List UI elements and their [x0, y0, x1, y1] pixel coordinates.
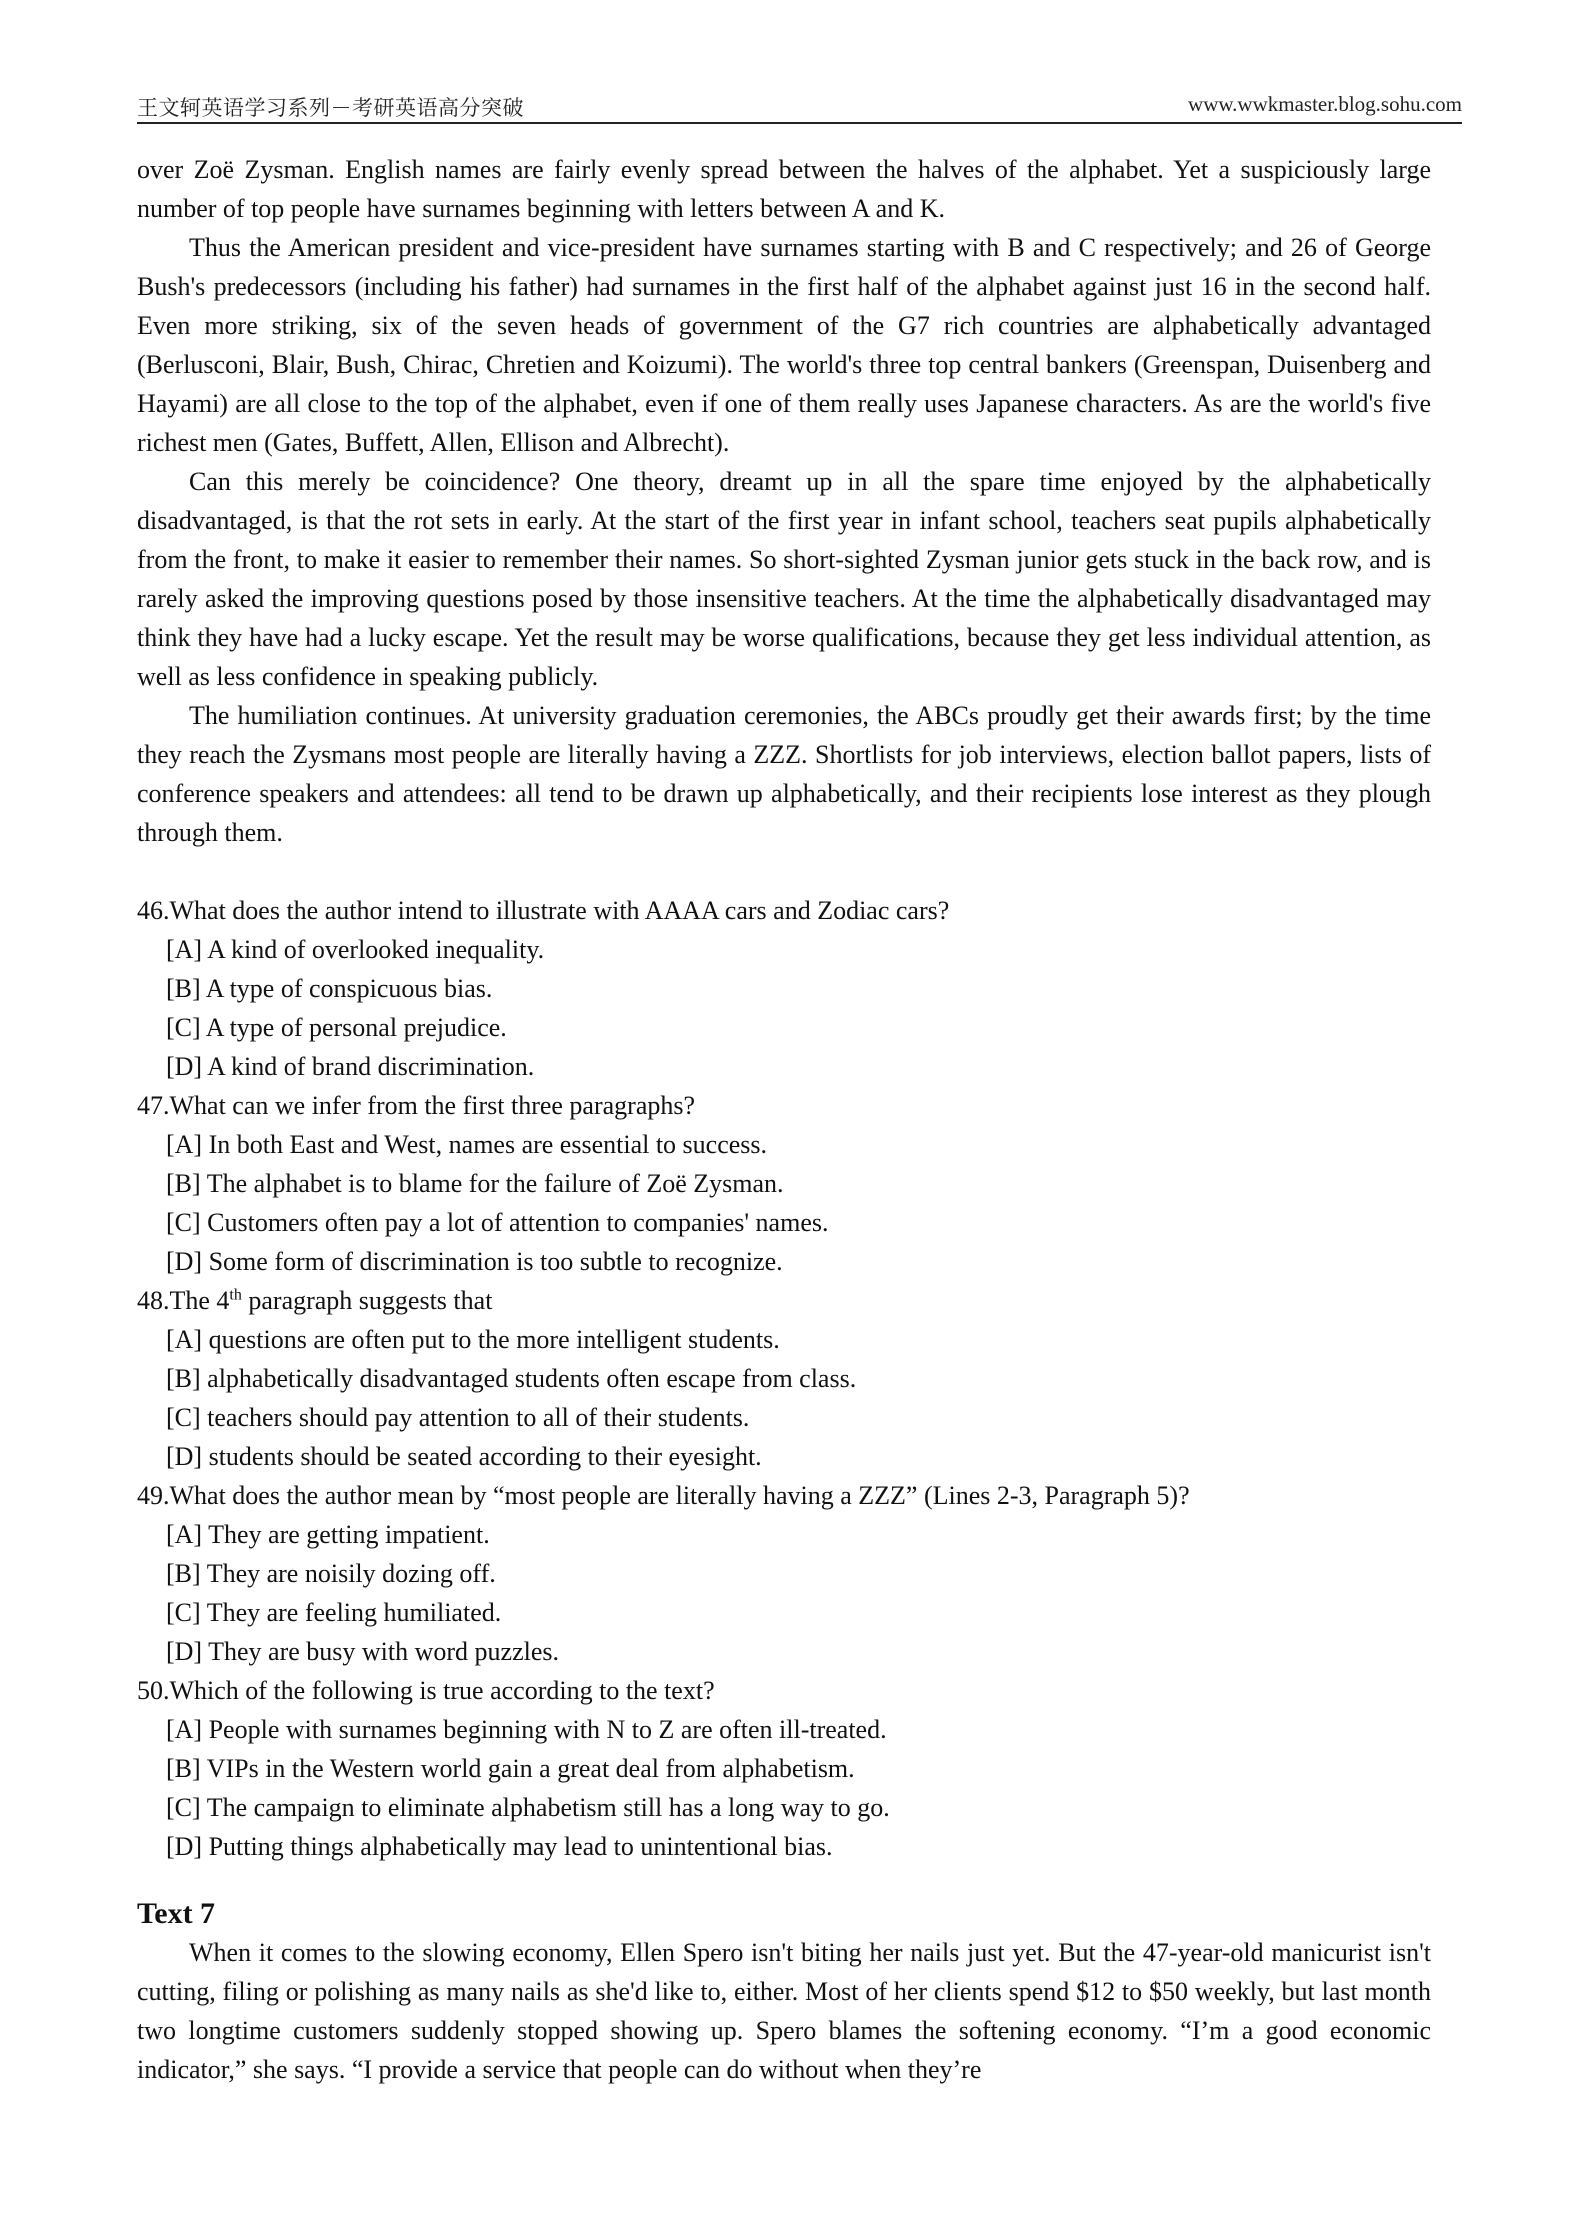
question-49 — [137, 1476, 1431, 1671]
answer-option[interactable]: [B] alphabetically disadvantaged students often escape from class. — [166, 1364, 857, 1393]
header-series-title: 王文轲英语学习系列－考研英语高分突破 — [137, 96, 524, 120]
page-content — [137, 150, 1431, 2089]
question-stem-end: paragraph suggests that — [241, 1286, 493, 1315]
answer-option[interactable]: [C] A type of personal prejudice. — [166, 1013, 507, 1042]
answer-option[interactable]: [D] A kind of brand discrimination. — [166, 1052, 535, 1081]
answer-option[interactable]: [C] teachers should pay attention to all of their students. — [166, 1403, 750, 1432]
answer-option[interactable]: [D] Some form of discrimination is too subtle to recognize. — [166, 1247, 783, 1276]
answer-option[interactable]: [A] People with surnames beginning with N to Z are often ill-treated. — [166, 1715, 887, 1744]
answer-option[interactable]: [D] students should be seated according to their eyesight. — [166, 1442, 762, 1471]
answer-option[interactable]: [A] questions are often put to the more intelligent students. — [166, 1325, 780, 1354]
page-header — [137, 88, 1462, 124]
answer-option[interactable]: [B] A type of conspicuous bias. — [166, 974, 493, 1003]
ordinal-suffix: th — [229, 1286, 242, 1304]
question-stem-start: 48.The 4 — [137, 1286, 230, 1315]
question-47 — [137, 1086, 1431, 1281]
section-title: Text 7 — [137, 1897, 216, 1930]
passage-paragraph-continued: over Zoë Zysman. English names are fairly evenly spread between the halves of the alphabet. Yet a suspiciously large number of top people have surnames beginning with letters between A and K. — [137, 155, 1431, 223]
answer-option[interactable]: [B] The alphabet is to blame for the failure of Zoë Zysman. — [166, 1169, 784, 1198]
header-website-link[interactable]: www.wwkmaster.blog.sohu.com — [1188, 92, 1462, 116]
spacer — [137, 852, 1431, 891]
question-stem: 49.What does the author mean by “most people are literally having a ZZZ” (Lines 2-3, Paragraph 5)? — [137, 1481, 1190, 1510]
question-stem: 50.Which of the following is true according to the text? — [137, 1676, 715, 1705]
answer-option[interactable]: [B] VIPs in the Western world gain a great deal from alphabetism. — [166, 1754, 855, 1783]
question-stem: 46.What does the author intend to illustrate with AAAA cars and Zodiac cars? — [137, 896, 950, 925]
answer-option[interactable]: [D] They are busy with word puzzles. — [166, 1637, 560, 1666]
answer-option[interactable]: [C] The campaign to eliminate alphabetism still has a long way to go. — [166, 1793, 890, 1822]
answer-option[interactable]: [A] They are getting impatient. — [166, 1520, 490, 1549]
passage-paragraph-4: Thus the American president and vice-president have surnames starting with B and C respectively; and 26 of George Bush's predecessors (including his father) had surnames in the first half of the alphabet against just 16 in the second half. Even more striking, six of the seven heads of government of the G7 rich countries are alphabetically advantaged (Berlusconi, Blair, Bush, Chirac, Chretien and Koizumi). The world's three top central bankers (Greenspan, Duisenberg and Hayami) are all close to the top of the alphabet, even if one of them really uses Japanese characters. As are the world's five richest men (Gates, Buffett, Allen, Ellison and Albrecht). — [137, 233, 1431, 457]
passage-paragraph-6: The humiliation continues. At university graduation ceremonies, the ABCs proudly get their awards first; by the time they reach the Zysmans most people are literally having a ZZZ. Shortlists for job interviews, election ballot papers, lists of conference speakers and attendees: all tend to be drawn up alphabetically, and their recipients lose interest as they plough through them. — [137, 701, 1431, 847]
question-stem — [137, 1281, 1431, 1320]
question-50 — [137, 1671, 1431, 1866]
answer-option[interactable]: [A] A kind of overlooked inequality. — [166, 935, 545, 964]
question-46 — [137, 891, 1431, 1086]
answer-option[interactable]: [C] Customers often pay a lot of attention to companies' names. — [166, 1208, 829, 1237]
question-stem: 47.What can we infer from the first three paragraphs? — [137, 1091, 696, 1120]
answer-option[interactable]: [B] They are noisily dozing off. — [166, 1559, 496, 1588]
answer-option[interactable]: [A] In both East and West, names are essential to success. — [166, 1130, 768, 1159]
question-list — [137, 891, 1431, 1866]
passage-paragraph-5: Can this merely be coincidence? One theory, dreamt up in all the spare time enjoyed by the alphabetically disadvantaged, is that the rot sets in early. At the start of the first year in infant school, teachers seat pupils alphabetically from the front, to make it easier to remember their names. So short-sighted Zysman junior gets stuck in the back row, and is rarely asked the improving questions posed by those insensitive teachers. At the time the alphabetically disadvantaged may think they have had a lucky escape. Yet the result may be worse qualifications, because they get less individual attention, as well as less confidence in speaking publicly. — [137, 467, 1431, 691]
answer-option[interactable]: [C] They are feeling humiliated. — [166, 1598, 502, 1627]
question-48 — [137, 1281, 1431, 1476]
answer-option[interactable]: [D] Putting things alphabetically may lead to unintentional bias. — [166, 1832, 833, 1861]
text7-paragraph-1: When it comes to the slowing economy, Ellen Spero isn't biting her nails just yet. But the 47-year-old manicurist isn't cutting, filing or polishing as many nails as she'd like to, either. Most of her clients spend $12 to $50 weekly, but last month two longtime customers suddenly stopped showing up. Spero blames the softening economy. “I’m a good economic indicator,” she says. “I provide a service that people can do without when they’re — [137, 1938, 1431, 2084]
